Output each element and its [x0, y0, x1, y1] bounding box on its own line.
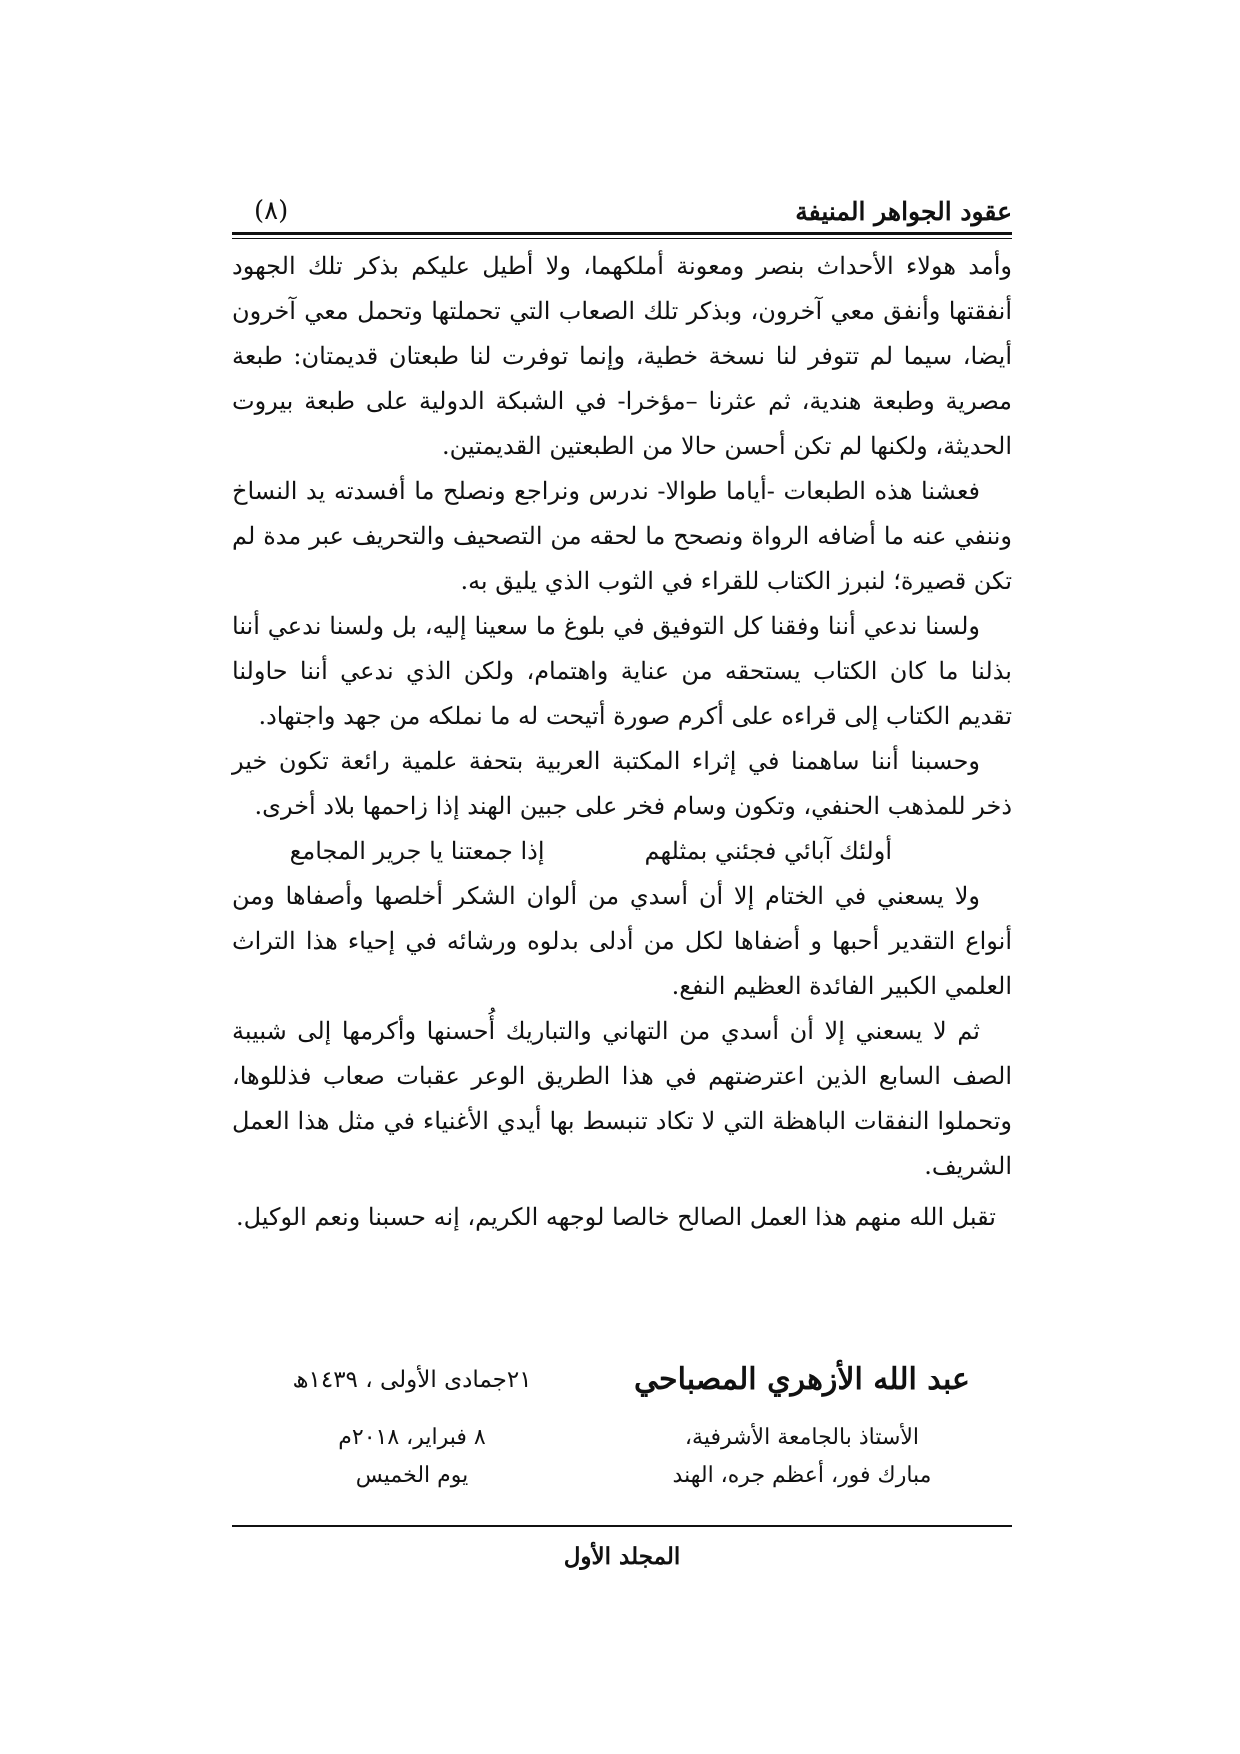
- running-title: عقود الجواهر المنيفة: [795, 196, 1012, 226]
- footer-rule: [232, 1525, 1012, 1527]
- author-name: عبد الله الأزهري المصباحي: [634, 1362, 970, 1397]
- paragraph-1: وأمد هولاء الأحداث بنصر ومعونة أملكهما، ولا أطيل عليكم بذكر تلك الجهود أنفقتها وأنفق معي آخرون، وبذكر تلك الصعاب التي تحملتها وتحمل معي آخرون أيضا، سيما لم تتوفر لنا نسخة خطية، وإنما توفرت لنا طبعتان قديمتان: طبعة مصرية وطبعة هندية، ثم عثرنا –مؤخرا- في الشبكة الدولية على طبعة بيروت الحديثة، ولكنها لم تكن أحسن حالا من الطبعتين القديمتين.: [232, 252, 1013, 460]
- paragraph-2: فعشنا هذه الطبعات -أياما طوالا- ندرس ونراجع ونصلح ما أفسدته يد النساخ وننفي عنه ما أضافه الرواة ونصحح ما لحقه من التصحيف والتحريف عبر مدة لم تكن قصيرة؛ لنبرز الكتاب للقراء في الثوب الذي يليق به.: [232, 477, 1012, 595]
- body-text: [232, 244, 1012, 1240]
- page-header: [232, 186, 1012, 236]
- paragraph-3: ولسنا ندعي أننا وفقنا كل التوفيق في بلوغ ما سعينا إليه، بل ولسنا ندعي أننا بذلنا ما كان الكتاب يستحقه من عناية واهتمام، ولكن الذي ندعي أننا حاولنا تقديم الكتاب إلى قراءه على أكرم صورة أتيحت له ما نملكه من جهد واجتهاد.: [232, 612, 1012, 730]
- author-position: الأستاذ بالجامعة الأشرفية،: [684, 1425, 920, 1450]
- author-address: مبارك فور، أعظم جره، الهند: [672, 1463, 932, 1488]
- signature-block: [232, 1355, 1012, 1515]
- verse-first-hemistich: أولئك آبائي فجئني بمثلهم: [644, 837, 892, 865]
- header-rule-thin: [232, 238, 1012, 239]
- hijri-date: ٢١جمادى الأولى ، ١٤٣٩ھ: [292, 1367, 532, 1393]
- poetry-verse: [232, 829, 1012, 874]
- weekday: يوم الخميس: [355, 1463, 469, 1488]
- date-block: [282, 1355, 542, 1495]
- author-signature: [632, 1355, 972, 1495]
- header-rule-thick: [232, 232, 1012, 235]
- volume-label: المجلد الأول: [563, 1543, 681, 1570]
- closing-prayer: تقبل الله منهم هذا العمل الصالح خالصا لوجهه الكريم، إنه حسبنا ونعم الوكيل.: [235, 1203, 996, 1231]
- gregorian-date: ٨ فبراير، ٢٠١٨م: [338, 1425, 486, 1450]
- paragraph-6: ثم لا يسعني إلا أن أسدي من التهاني والتباريك أُحسنها وأكرمها إلى شبيبة الصف السابع الذين اعترضتهم في هذا الطريق الوعر عقبات صعاب فذللوها، وتحملوا النفقات الباهظة التي لا تكاد تنبسط بها أيدي الأغنياء في مثل هذا العمل الشريف.: [232, 1017, 1012, 1180]
- paragraph-5: ولا يسعني في الختام إلا أن أسدي من ألوان الشكر أخلصها وأصفاها ومن أنواع التقدير أحبها و أضفاها لكل من أدلى بدلوه ورشائه في إحياء هذا التراث العلمي الكبير الفائدة العظيم النفع.: [232, 882, 1012, 1000]
- paragraph-4: وحسبنا أننا ساهمنا في إثراء المكتبة العربية بتحفة علمية رائعة تكون خير ذخر للمذهب الحنفي، وتكون وسام فخر على جبين الهند إذا زاحمها بلاد أخرى.: [232, 747, 1012, 820]
- page-number: (٨): [254, 196, 289, 226]
- verse-second-hemistich: إذا جمعتنا يا جرير المجامع: [289, 837, 545, 865]
